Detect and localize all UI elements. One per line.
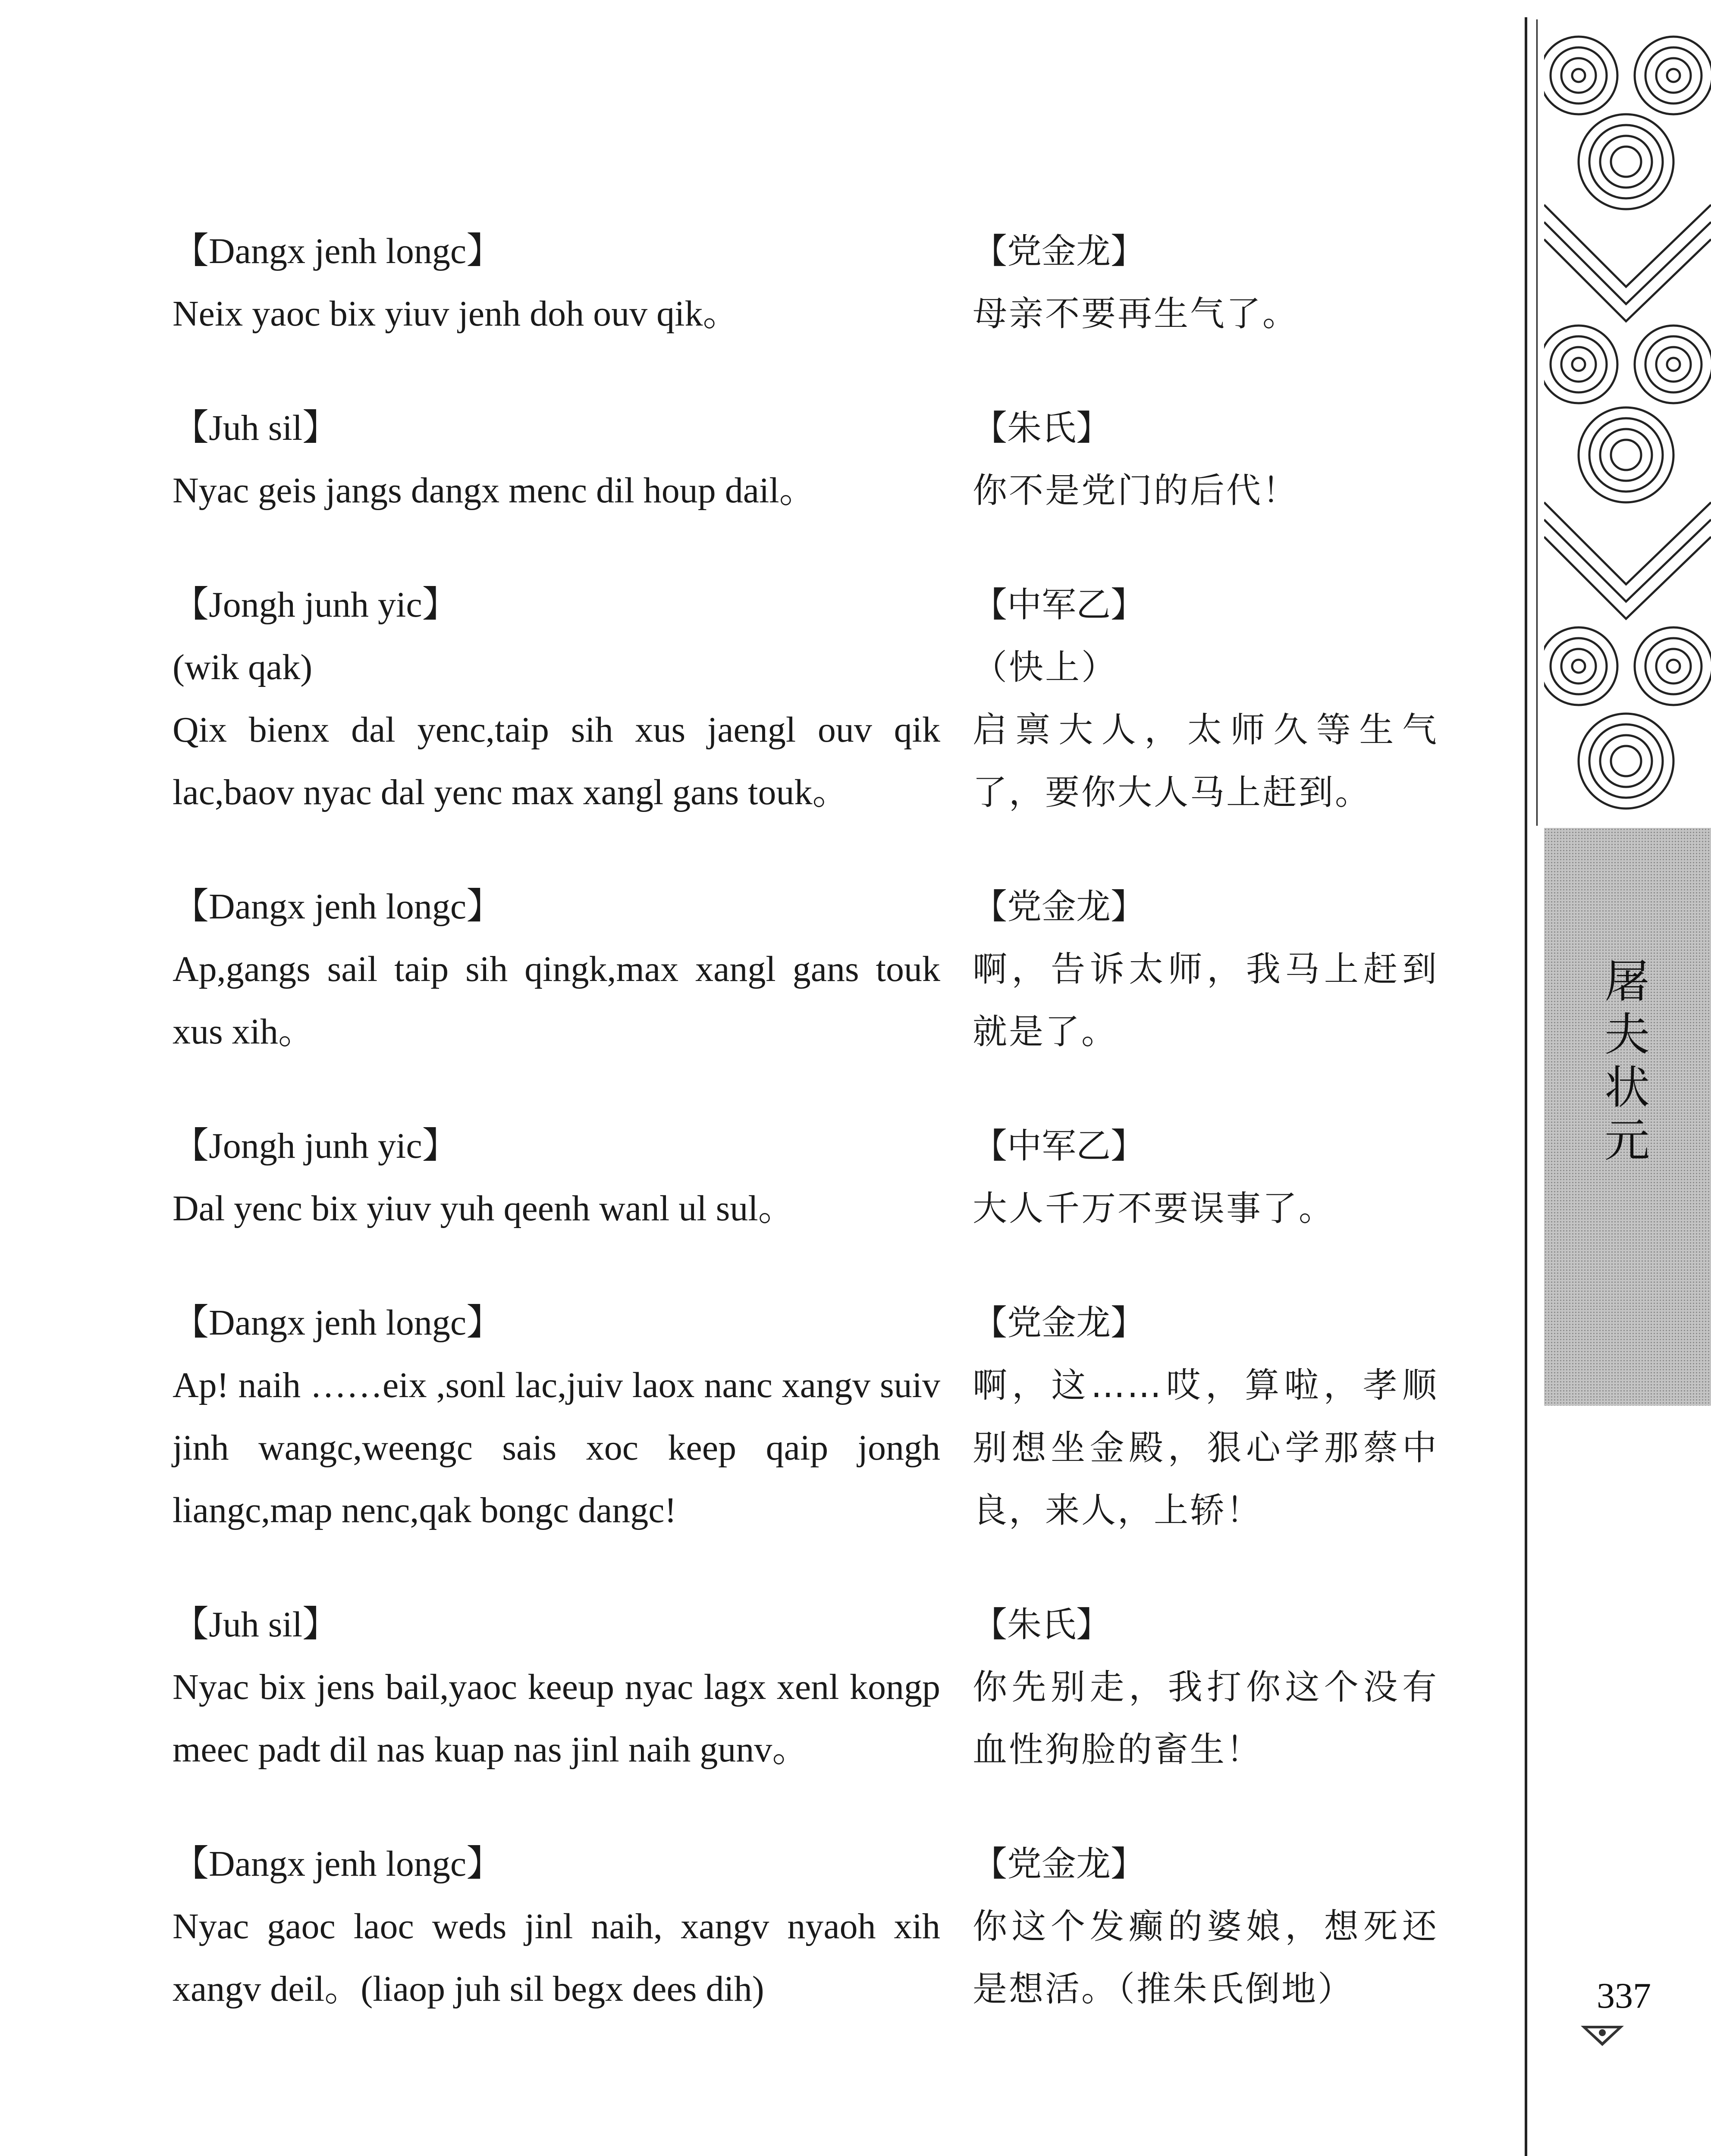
speaker-name: 【Dangx jenh longc】 <box>173 231 503 271</box>
dialogue-block <box>173 875 940 1063</box>
stage-direction: (wik qak) <box>173 647 313 687</box>
speaker-name: 【Jongh junh yic】 <box>173 585 458 625</box>
dialogue-block <box>973 397 1438 522</box>
dialogue-block <box>973 1593 1438 1781</box>
dialogue-line: Neix yaoc bix yiuv jenh doh ouv qik。 <box>173 294 739 334</box>
dialogue-line: 大人千万不要误事了。 <box>973 1188 1335 1228</box>
dialogue-block <box>173 397 940 522</box>
dialogue-line: 啊，这……哎，算啦，孝顺别想坐金殿，狠心学那蔡中良，来人，上轿！ <box>973 1365 1438 1530</box>
speaker-name: 【中军乙】 <box>973 585 1145 625</box>
dialogue-block <box>173 220 940 345</box>
dialogue-line: Qix bienx dal yenc,taip sih xus jaengl ouv qik lac,baov nyac dal yenc max xangl gans touk。 <box>173 710 940 812</box>
dialogue-block <box>173 1115 940 1240</box>
margin-rule <box>1536 19 1538 826</box>
margin-rule <box>1525 17 1527 2156</box>
dialogue-line: 你这个发癫的婆娘，想死还是想活。（推朱氏倒地） <box>973 1906 1438 2009</box>
dialogue-line: 你先别走，我打你这个没有血性狗脸的畜生！ <box>973 1667 1438 1770</box>
dialogue-line: 你不是党门的后代！ <box>973 470 1299 511</box>
speaker-name: 【Juh sil】 <box>173 1604 339 1645</box>
dialogue-line: Ap! naih ……eix ,sonl lac,juiv laox nanc xangv suiv jinh wangc,weengc sais xoc keep qaip jongh liangc,map nenc,qak bongc dangc! <box>173 1365 940 1530</box>
wave-pattern-icon <box>1544 19 1711 828</box>
dialogue-block <box>173 1291 940 1542</box>
page-number: 337 <box>1597 1976 1651 2016</box>
dialogue-block <box>973 1115 1438 1240</box>
dialogue-line: 啊，告诉太师，我马上赶到就是了。 <box>973 949 1438 1052</box>
speaker-name: 【朱氏】 <box>973 408 1111 448</box>
dialogue-block <box>973 220 1438 345</box>
dialogue-block <box>973 573 1438 824</box>
speaker-name: 【Jongh junh yic】 <box>173 1126 458 1166</box>
speaker-name: 【Dangx jenh longc】 <box>173 887 503 927</box>
dialogue-block <box>973 1291 1438 1542</box>
book-title: 屠夫状元 <box>1597 957 1650 1169</box>
dialogue-line: Nyac bix jens bail,yaoc keeup nyac lagx xenl kongp meec padt dil nas kuap nas jinl naih gunv。 <box>173 1667 940 1770</box>
dong-text-column <box>173 220 940 2020</box>
speaker-name: 【Juh sil】 <box>173 408 339 448</box>
dialogue-line: Dal yenc bix yiuv yuh qeenh wanl ul sul。 <box>173 1188 794 1228</box>
dialogue-block <box>173 1833 940 2020</box>
chinese-text-column <box>973 220 1438 2020</box>
speaker-name: 【中军乙】 <box>973 1126 1145 1166</box>
dialogue-block <box>173 1593 940 1781</box>
speaker-name: 【朱氏】 <box>973 1604 1111 1645</box>
speaker-name: 【党金龙】 <box>973 1844 1145 1884</box>
dialogue-block <box>973 875 1438 1063</box>
stage-direction: （快上） <box>973 647 1118 687</box>
dialogue-block <box>973 1833 1438 2020</box>
dialogue-line: Nyac gaoc laoc weds jinl naih, xangv nyaoh xih xangv deil。(liaop juh sil begx dees dih) <box>173 1906 940 2009</box>
wave-pattern-decoration <box>1544 19 1711 828</box>
ornament-icon <box>1579 2022 1626 2048</box>
dialogue-block <box>173 573 940 824</box>
speaker-name: 【党金龙】 <box>973 231 1145 271</box>
dialogue-line: Nyac geis jangs dangx menc dil houp dail。 <box>173 470 816 511</box>
dialogue-line: 启禀大人，太师久等生气了，要你大人马上赶到。 <box>973 710 1438 812</box>
speaker-name: 【Dangx jenh longc】 <box>173 1844 503 1884</box>
speaker-name: 【党金龙】 <box>973 1303 1145 1343</box>
dialogue-line: Ap,gangs sail taip sih qingk,max xangl gans touk xus xih。 <box>173 949 940 1052</box>
speaker-name: 【Dangx jenh longc】 <box>173 1303 503 1343</box>
dialogue-line: 母亲不要再生气了。 <box>973 294 1299 334</box>
speaker-name: 【党金龙】 <box>973 887 1145 927</box>
